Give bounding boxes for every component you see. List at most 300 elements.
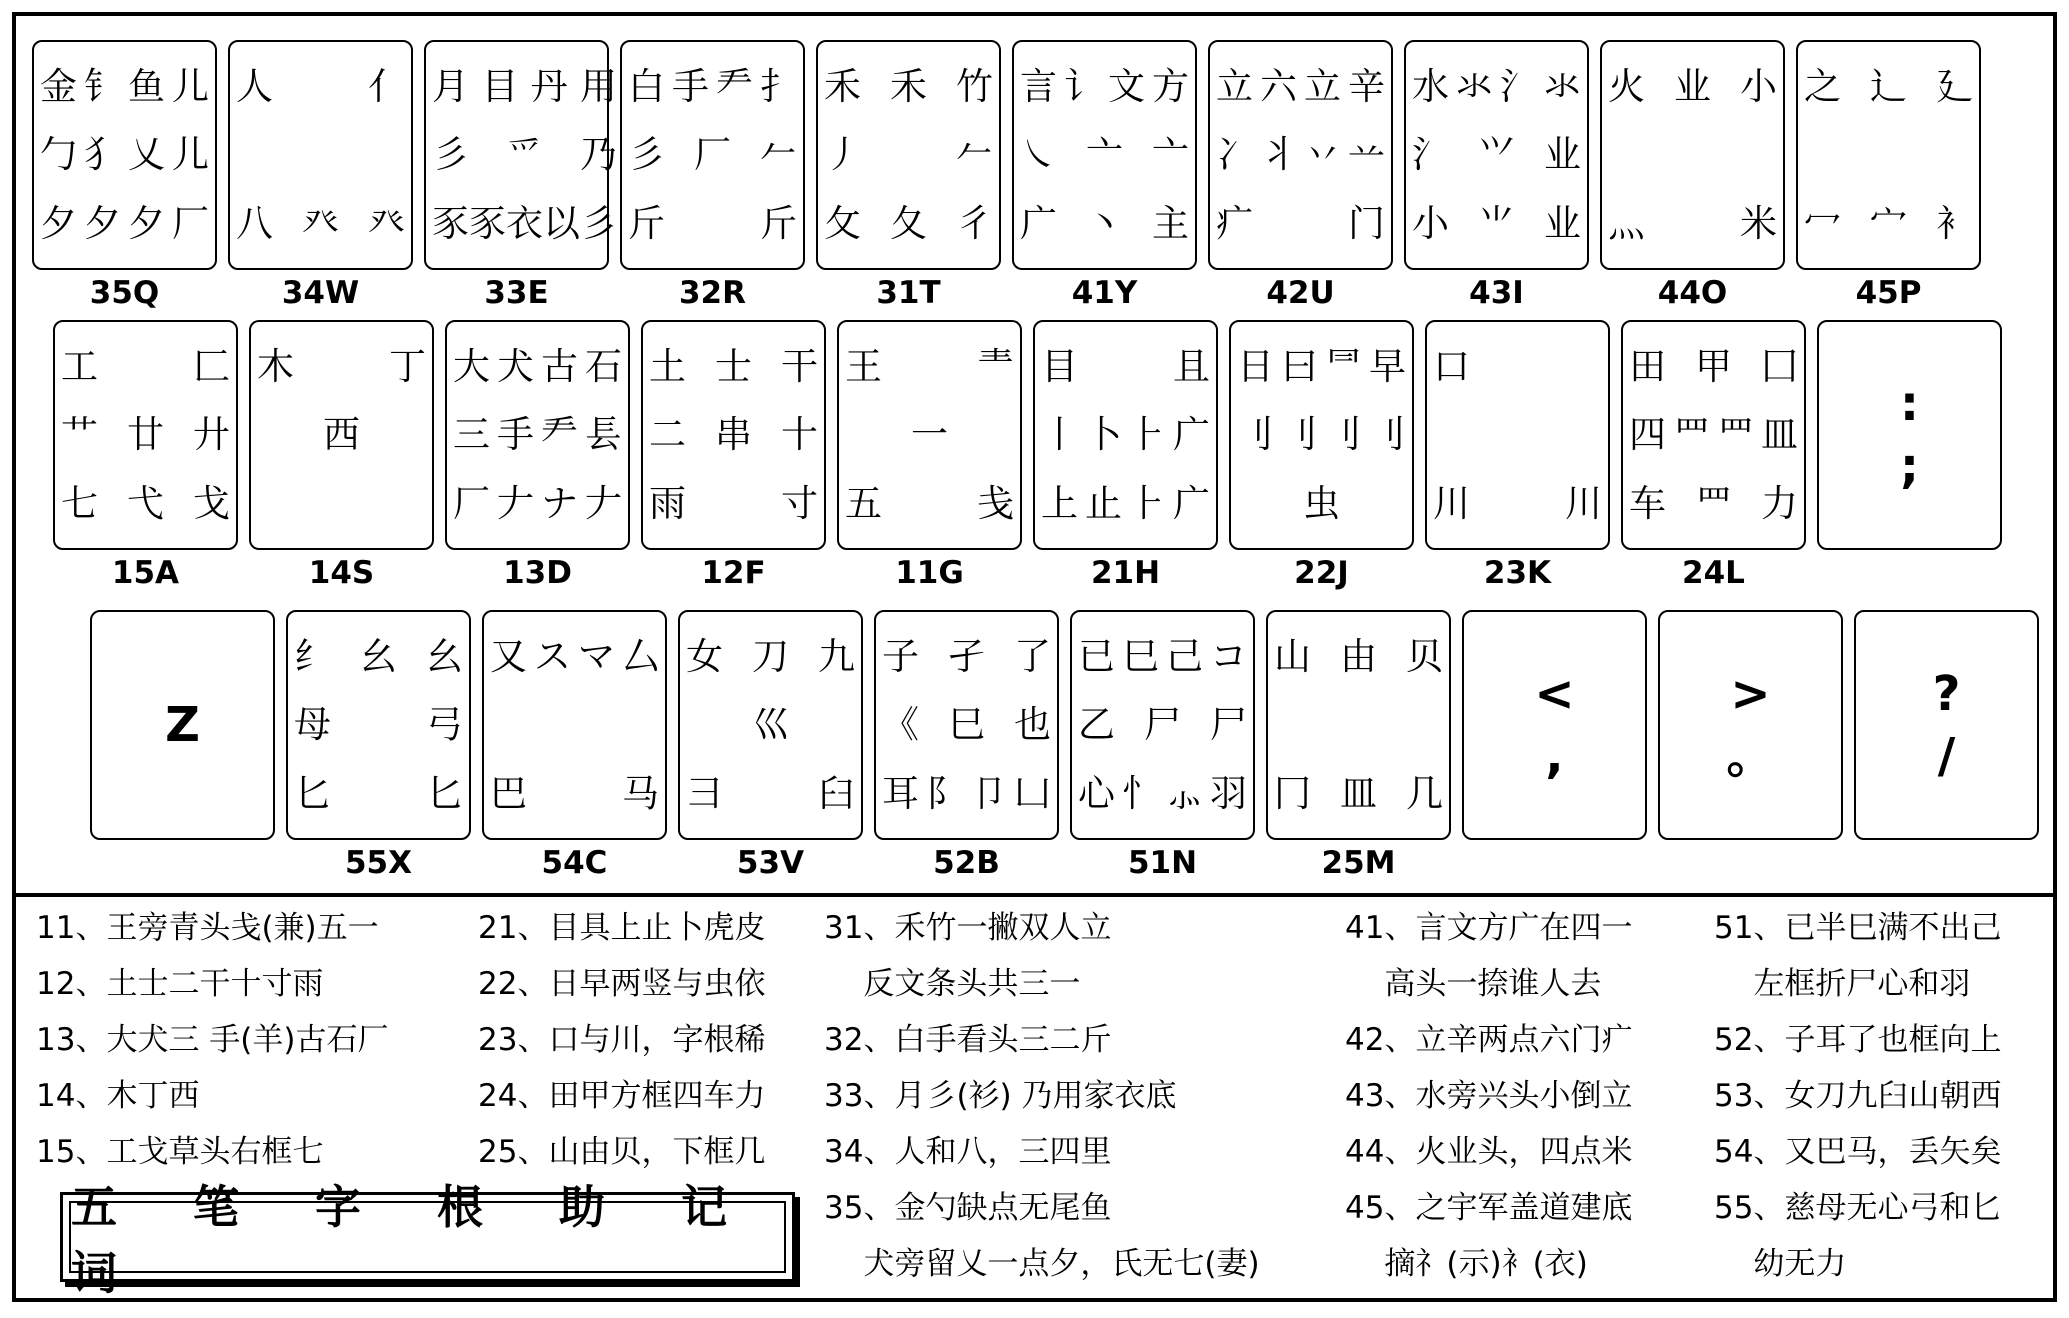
root-glyph: ⺗	[1166, 772, 1203, 816]
root-line	[432, 52, 617, 121]
root-line	[432, 189, 617, 258]
root-glyph: 冂	[1274, 772, 1311, 816]
root-glyph: 羽	[1210, 772, 1247, 816]
mnemonic-line: 44、火业头，四点米	[1345, 1134, 1633, 1170]
punct-bottom: /	[1937, 728, 1956, 784]
root-glyph: 犬	[497, 344, 534, 388]
root-glyph: コ	[1210, 634, 1247, 678]
root-glyph: 三	[453, 413, 490, 457]
root-line	[432, 121, 617, 190]
root-glyph: ⺍	[1478, 133, 1515, 177]
root-glyph: 爫	[506, 133, 543, 177]
root-glyph: ⺜	[1325, 344, 1362, 388]
root-glyph: 上	[1041, 482, 1078, 526]
mnemonic-line: 32、白手看头三二斤	[824, 1022, 1112, 1058]
root-glyph: 戈	[193, 482, 230, 526]
root-glyph: 又	[490, 634, 527, 678]
root-line	[882, 759, 1051, 828]
root-glyph: 尸	[1144, 703, 1181, 747]
key-code-label: 21H	[1090, 555, 1161, 591]
root-glyph: 刀	[752, 634, 789, 678]
key-code-label: 15A	[111, 555, 180, 591]
key-33e[interactable]	[424, 40, 617, 270]
key-punct-0[interactable]	[1462, 610, 1647, 840]
root-glyph: 𠂉	[760, 133, 797, 177]
root-line	[40, 189, 209, 258]
root-glyph: 巴	[490, 772, 527, 816]
key-z-letter: Z	[165, 696, 200, 753]
root-glyph: 氺	[1456, 64, 1493, 108]
root-glyph: 早	[1369, 344, 1406, 388]
root-line	[490, 691, 659, 760]
mnemonic-column	[824, 900, 1260, 1292]
mnemonic-column	[1714, 900, 2001, 1292]
root-glyph: 一	[911, 413, 948, 457]
root-glyph: 丨	[1041, 413, 1078, 457]
root-glyph: 甲	[1695, 344, 1732, 388]
key-roots	[1623, 322, 1804, 548]
root-glyph: 土	[649, 344, 686, 388]
mnemonic-line: 24、田甲方框四车力	[478, 1078, 766, 1114]
root-glyph: 囗	[1761, 344, 1798, 388]
root-glyph: 彡	[580, 202, 617, 246]
root-line	[649, 469, 818, 538]
root-glyph: 虫	[1303, 482, 1340, 526]
root-line	[1041, 401, 1210, 470]
root-line	[845, 401, 1014, 470]
root-glyph: 卩	[970, 772, 1007, 816]
root-glyph: 禾	[890, 64, 927, 108]
root-glyph: 忄	[1122, 772, 1159, 816]
root-line	[1804, 52, 1973, 121]
root-glyph: 彐	[686, 772, 723, 816]
key-roots	[876, 612, 1057, 838]
root-glyph: 厶	[622, 634, 659, 678]
root-glyph: 龵	[716, 64, 753, 108]
root-glyph: 七	[61, 482, 98, 526]
key-code-label: 35Q	[89, 275, 160, 311]
key-roots	[34, 42, 215, 268]
key-45p[interactable]	[1796, 40, 1981, 270]
punct-bottom: ,	[1545, 728, 1564, 784]
root-line	[236, 52, 405, 121]
root-glyph: 艹	[61, 413, 98, 457]
punct-bottom: 。	[1726, 728, 1775, 784]
key-code-label: 32R	[678, 275, 746, 311]
root-glyph: 亠	[1152, 133, 1189, 177]
root-glyph: 罒	[1717, 413, 1754, 457]
root-glyph: 𠂉	[956, 133, 993, 177]
key-13d[interactable]	[445, 320, 630, 550]
root-glyph: 夕	[128, 202, 165, 246]
root-line	[882, 622, 1051, 691]
mnemonic-line: 15、工戈草头右框七	[36, 1134, 324, 1170]
mnemonic-line: 52、子耳了也框向上	[1714, 1022, 2002, 1058]
key-24l[interactable]	[1621, 320, 1806, 550]
root-glyph: 癶	[368, 202, 405, 246]
root-glyph: 氺	[1544, 64, 1581, 108]
key-roots	[1406, 42, 1587, 268]
key-roots	[1231, 322, 1412, 548]
root-glyph: 口	[1433, 344, 1470, 388]
key-code-label: 54C	[541, 845, 608, 881]
root-glyph: 厂	[694, 133, 731, 177]
key-roots	[251, 322, 432, 548]
root-glyph: 扌	[760, 64, 797, 108]
mnemonic-line: 55、慈母无心弓和匕	[1714, 1190, 2002, 1226]
punct-chars	[1819, 322, 2000, 548]
key-punct-2[interactable]	[1854, 610, 2039, 840]
key-12f[interactable]	[641, 320, 826, 550]
root-glyph: 镸	[585, 413, 622, 457]
key-roots	[1427, 322, 1608, 548]
root-glyph: 子	[882, 634, 919, 678]
root-glyph: 氵	[1500, 64, 1537, 108]
root-glyph: 氵	[1412, 133, 1449, 177]
root-glyph: 串	[715, 413, 752, 457]
root-line	[257, 332, 426, 401]
root-glyph: 巳	[1122, 634, 1159, 678]
root-glyph: 亻	[368, 64, 405, 108]
root-glyph: 水	[1412, 64, 1449, 108]
root-line	[686, 759, 855, 828]
root-glyph: 厂	[172, 202, 209, 246]
root-glyph: 匕	[294, 772, 331, 816]
root-line	[1020, 189, 1189, 258]
root-glyph: ス	[534, 634, 571, 678]
root-line	[61, 401, 230, 470]
root-glyph: 䒑	[1348, 133, 1385, 177]
mnemonic-line: 14、木丁西	[36, 1078, 200, 1114]
root-line	[1804, 121, 1973, 190]
root-glyph: 心	[1078, 772, 1115, 816]
root-glyph: 米	[1740, 202, 1777, 246]
root-glyph: 𠂇	[497, 482, 534, 526]
key-semicolon[interactable]	[1817, 320, 2002, 550]
root-line	[1274, 622, 1443, 691]
root-glyph: 古	[541, 344, 578, 388]
root-glyph: 乂	[128, 133, 165, 177]
key-34w[interactable]	[228, 40, 413, 270]
root-glyph: 白	[628, 64, 665, 108]
key-11g[interactable]	[837, 320, 1022, 550]
key-punct-1[interactable]	[1658, 610, 1843, 840]
root-line	[1216, 121, 1385, 190]
key-35q[interactable]	[32, 40, 217, 270]
root-glyph: 巳	[948, 703, 985, 747]
key-roots	[484, 612, 665, 838]
root-glyph: 丷	[1304, 133, 1341, 177]
key-41y[interactable]	[1012, 40, 1197, 270]
root-glyph: 夕	[84, 202, 121, 246]
mnemonic-line: 45、之宇军盖道建底	[1345, 1190, 1633, 1226]
mnemonic-line: 高头一捺谁人去	[1345, 966, 1602, 1002]
root-glyph: 鱼	[128, 64, 165, 108]
root-line	[1041, 332, 1210, 401]
punct-bottom: ;	[1899, 438, 1920, 494]
root-line	[1237, 332, 1406, 401]
root-line	[686, 622, 855, 691]
key-32r[interactable]	[620, 40, 805, 270]
root-glyph: 广	[1173, 482, 1210, 526]
root-glyph: 雨	[649, 482, 686, 526]
root-glyph: 大	[453, 344, 490, 388]
root-glyph: 豕	[432, 202, 469, 246]
root-glyph: 小	[1740, 64, 1777, 108]
root-glyph: 弓	[426, 703, 463, 747]
key-roots	[288, 612, 469, 838]
root-glyph: ⺊	[1129, 413, 1166, 457]
key-roots	[55, 322, 236, 548]
root-glyph: 由	[1340, 634, 1377, 678]
key-code-label: 14S	[308, 555, 375, 591]
root-glyph: 金	[40, 64, 77, 108]
key-21h[interactable]	[1033, 320, 1218, 550]
root-glyph: 刂	[1325, 413, 1362, 457]
root-glyph: 了	[1014, 634, 1051, 678]
root-glyph: 衤	[1936, 202, 1973, 246]
root-glyph: 龶	[977, 344, 1014, 388]
key-code-label: 23K	[1483, 555, 1552, 591]
punct-top: >	[1730, 665, 1771, 722]
root-glyph: 工	[61, 344, 98, 388]
root-line	[40, 52, 209, 121]
root-glyph: 夂	[890, 202, 927, 246]
root-line	[61, 332, 230, 401]
root-glyph: 丶	[1086, 202, 1123, 246]
root-glyph: 匕	[426, 772, 463, 816]
root-glyph: 罒	[1673, 413, 1710, 457]
root-glyph: 禾	[824, 64, 861, 108]
root-glyph: 目	[481, 64, 519, 108]
key-52b[interactable]	[874, 610, 1059, 840]
root-line	[1078, 759, 1247, 828]
key-14s[interactable]	[249, 320, 434, 550]
mnemonic-line: 左框折尸心和羽	[1714, 966, 1971, 1002]
root-glyph: 宀	[1870, 202, 1907, 246]
mnemonic-line: 42、立辛两点六门疒	[1345, 1022, 1633, 1058]
root-glyph: 罒	[1695, 482, 1732, 526]
key-roots	[818, 42, 999, 268]
root-glyph: 止	[1085, 482, 1122, 526]
root-glyph: 石	[585, 344, 622, 388]
key-z[interactable]	[90, 610, 275, 840]
root-glyph: 人	[236, 64, 273, 108]
root-glyph: 六	[1260, 64, 1297, 108]
root-line	[1237, 469, 1406, 538]
punct-top: <	[1534, 665, 1575, 722]
key-31t[interactable]	[816, 40, 1001, 270]
root-glyph: 丬	[1260, 133, 1297, 177]
key-code-label: 45P	[1855, 275, 1922, 311]
root-line	[453, 332, 622, 401]
root-glyph: 几	[1406, 772, 1443, 816]
key-code-label: 12F	[701, 555, 766, 591]
key-code-label: 13D	[503, 555, 572, 591]
root-glyph: 纟	[294, 634, 331, 678]
root-glyph: 丁	[389, 344, 426, 388]
key-code-label: 33E	[484, 275, 549, 311]
key-53v[interactable]	[678, 610, 863, 840]
root-line	[1608, 121, 1777, 190]
root-glyph: 山	[1274, 634, 1311, 678]
root-glyph: 灬	[1608, 202, 1645, 246]
root-glyph: 也	[1014, 703, 1051, 747]
root-glyph: 力	[1761, 482, 1798, 526]
mnemonic-line: 11、王旁青头戋(兼)五一	[36, 910, 379, 946]
root-glyph: 母	[294, 703, 331, 747]
root-line	[1216, 52, 1385, 121]
mnemonic-line: 54、又巴马，丢矢矣	[1714, 1134, 2002, 1170]
mnemonic-column	[36, 900, 389, 1180]
mnemonic-line: 53、女刀九臼山朝西	[1714, 1078, 2002, 1114]
root-glyph: 廿	[127, 413, 164, 457]
root-glyph: 钅	[84, 64, 121, 108]
root-glyph: 十	[781, 413, 818, 457]
root-glyph: 彡	[432, 133, 469, 177]
root-line	[882, 691, 1051, 760]
root-line	[1216, 189, 1385, 258]
key-25m[interactable]	[1266, 610, 1451, 840]
root-line	[61, 469, 230, 538]
root-glyph: 耳	[882, 772, 919, 816]
root-glyph: 目	[1041, 344, 1078, 388]
key-roots	[839, 322, 1020, 548]
key-15a[interactable]	[53, 320, 238, 550]
root-glyph: 西	[323, 413, 360, 457]
mnemonic-line: 35、金勺缺点无尾鱼	[824, 1190, 1112, 1226]
root-glyph: 疒	[1216, 202, 1253, 246]
key-22j[interactable]	[1229, 320, 1414, 550]
root-glyph: 门	[1348, 202, 1385, 246]
root-glyph: 《	[882, 703, 919, 747]
root-glyph: 𠂇	[585, 482, 622, 526]
root-glyph: ⺌	[1478, 202, 1515, 246]
root-glyph: 手	[672, 64, 709, 108]
root-glyph: 己	[1166, 634, 1203, 678]
mnemonic-line: 13、大犬三 手(羊)古石厂	[36, 1022, 389, 1058]
root-glyph: 刂	[1369, 413, 1406, 457]
key-23k[interactable]	[1425, 320, 1610, 550]
root-glyph: 曰	[1281, 344, 1318, 388]
key-code-label: 44O	[1657, 275, 1728, 311]
root-glyph: 文	[1108, 64, 1145, 108]
root-glyph: 士	[715, 344, 752, 388]
root-line	[1237, 401, 1406, 470]
root-glyph: 攵	[824, 202, 861, 246]
key-roots	[1210, 42, 1391, 268]
key-code-label: 34W	[281, 275, 360, 311]
root-glyph: 贝	[1406, 634, 1443, 678]
mnemonic-line: 25、山由贝，下框几	[478, 1134, 766, 1170]
key-roots	[1602, 42, 1783, 268]
root-line	[294, 691, 463, 760]
key-roots	[1268, 612, 1449, 838]
key-43i[interactable]	[1404, 40, 1589, 270]
root-glyph: 八	[236, 202, 273, 246]
key-roots	[1014, 42, 1195, 268]
key-42u[interactable]	[1208, 40, 1393, 270]
mnemonic-line: 33、月彡(衫) 乃用家衣底	[824, 1078, 1177, 1114]
mnemonic-line: 43、水旁兴头小倒立	[1345, 1078, 1633, 1114]
key-code-label: 25M	[1321, 845, 1396, 881]
root-line	[686, 691, 855, 760]
root-line	[236, 189, 405, 258]
root-glyph: 火	[1608, 64, 1645, 108]
key-roots	[447, 322, 628, 548]
punct-top: ?	[1932, 665, 1961, 722]
title-box	[60, 1180, 795, 1300]
root-glyph: 弋	[127, 482, 164, 526]
root-line	[1629, 401, 1798, 470]
root-line	[845, 469, 1014, 538]
mnemonic-line: 51、已半巳满不出己	[1714, 910, 2002, 946]
root-line	[257, 401, 426, 470]
root-glyph: 亠	[1086, 133, 1123, 177]
root-line	[845, 332, 1014, 401]
root-glyph: 已	[1078, 634, 1115, 678]
root-line	[236, 121, 405, 190]
root-glyph: 王	[845, 344, 882, 388]
key-code-label: 22J	[1294, 555, 1349, 591]
mnemonic-line: 摘礻(示)衤(衣)	[1345, 1246, 1588, 1282]
key-54c[interactable]	[482, 610, 667, 840]
root-glyph: 阝	[926, 772, 963, 816]
root-glyph: ⺊	[1129, 482, 1166, 526]
mnemonic-line: 12、土士二干十寸雨	[36, 966, 324, 1002]
root-glyph: 豕	[469, 202, 506, 246]
root-glyph: 业	[1544, 133, 1581, 177]
root-glyph: 且	[1173, 344, 1210, 388]
mnemonic-line: 23、口与川，字根稀	[478, 1022, 766, 1058]
key-roots	[622, 42, 803, 268]
root-glyph: 九	[818, 634, 855, 678]
root-glyph: 川	[1433, 482, 1470, 526]
key-51n[interactable]	[1070, 610, 1255, 840]
root-glyph: 用	[579, 64, 617, 108]
root-glyph: 以	[543, 202, 580, 246]
root-line	[1629, 332, 1798, 401]
mnemonic-line: 反文条头共三一	[824, 966, 1081, 1002]
root-line	[1608, 189, 1777, 258]
root-glyph: 癶	[302, 202, 339, 246]
root-line	[453, 401, 622, 470]
root-glyph: 孑	[948, 634, 985, 678]
root-line	[1412, 121, 1581, 190]
root-glyph: 匚	[193, 344, 230, 388]
root-glyph: 巛	[752, 703, 789, 747]
root-line	[1274, 759, 1443, 828]
key-44o[interactable]	[1600, 40, 1785, 270]
root-glyph: 厂	[453, 482, 490, 526]
root-line	[1412, 189, 1581, 258]
key-code-label: 42U	[1266, 275, 1335, 311]
key-code-label: 41Y	[1071, 275, 1138, 311]
key-55x[interactable]	[286, 610, 471, 840]
root-glyph: 马	[622, 772, 659, 816]
root-glyph: 尸	[1210, 703, 1247, 747]
root-glyph: 主	[1152, 202, 1189, 246]
punct-chars	[1660, 612, 1841, 838]
root-line	[1433, 401, 1602, 470]
root-glyph: ㇏	[1020, 133, 1057, 177]
root-glyph: 龵	[541, 413, 578, 457]
mnemonic-line: 31、禾竹一撇双人立	[824, 910, 1112, 946]
root-line	[294, 759, 463, 828]
root-glyph: 儿	[172, 133, 209, 177]
key-roots	[230, 42, 411, 268]
section-divider	[12, 893, 2057, 897]
